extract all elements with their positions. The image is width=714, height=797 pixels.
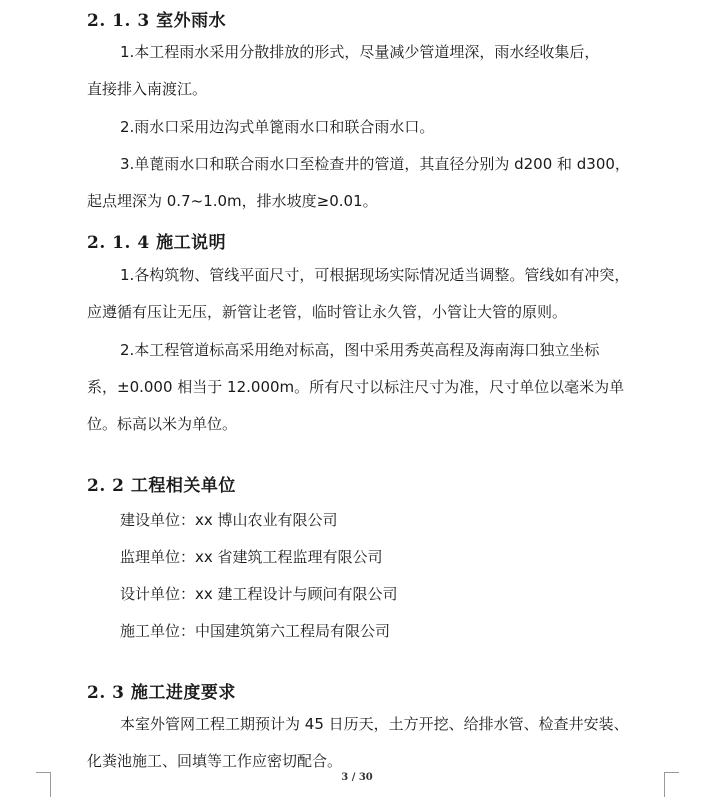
paragraph-2-1-4-2-line3: 位。标高以米为单位。 — [87, 415, 238, 433]
paragraph-2-1-3-1-line2: 直接排入南渡江。 — [87, 80, 208, 98]
paragraph-2-1-4-2-line1: 2.本工程管道标高采用绝对标高，图中采用秀英高程及海南海口独立坐标 — [120, 341, 600, 359]
paragraph-2-1-3-3-line1: 3.单蓖雨水口和联合雨水口至检查井的管道，其直径分别为 d200 和 d300， — [120, 155, 630, 173]
heading-2-3: 2. 3 施工进度要求 — [87, 683, 236, 703]
paragraph-2-3-line2: 化粪池施工、回填等工作应密切配合。 — [87, 752, 343, 770]
paragraph-2-1-3-1-line1: 1.本工程雨水采用分散排放的形式，尽量减少管道埋深，雨水经收集后， — [120, 43, 600, 61]
page-number: 3 / 30 — [341, 772, 373, 783]
heading-2-1-3: 2. 1. 3 室外雨水 — [87, 11, 227, 31]
unit-construction: 建设单位：xx 博山农业有限公司 — [120, 511, 338, 529]
paragraph-2-1-4-1-line1: 1.各构筑物、管线平面尺寸，可根据现场实际情况适当调整。管线如有冲突， — [120, 266, 630, 284]
paragraph-2-3-line1: 本室外管网工程工期预计为 45 日历天，土方开挖、给排水管、检查井安装、 — [120, 715, 629, 733]
unit-contractor: 施工单位：中国建筑第六工程局有限公司 — [120, 622, 391, 640]
paragraph-2-1-4-1-line2: 应遵循有压让无压，新管让老管，临时管让永久管，小管让大管的原则。 — [87, 303, 568, 321]
unit-supervision: 监理单位：xx 省建筑工程监理有限公司 — [120, 548, 383, 566]
paragraph-2-1-4-2-line2: 系，±0.000 相当于 12.000m。所有尺寸以标注尺寸为准，尺寸单位以毫米为单 — [87, 378, 625, 396]
heading-2-1-4: 2. 1. 4 施工说明 — [87, 233, 227, 253]
heading-2-2: 2. 2 工程相关单位 — [87, 476, 236, 496]
paragraph-2-1-3-2: 2.雨水口采用边沟式单篦雨水口和联合雨水口。 — [120, 118, 435, 136]
paragraph-2-1-3-3-line2: 起点埋深为 0.7~1.0m，排水坡度≥0.01。 — [87, 192, 378, 210]
unit-design: 设计单位：xx 建工程设计与顾问有限公司 — [120, 585, 398, 603]
